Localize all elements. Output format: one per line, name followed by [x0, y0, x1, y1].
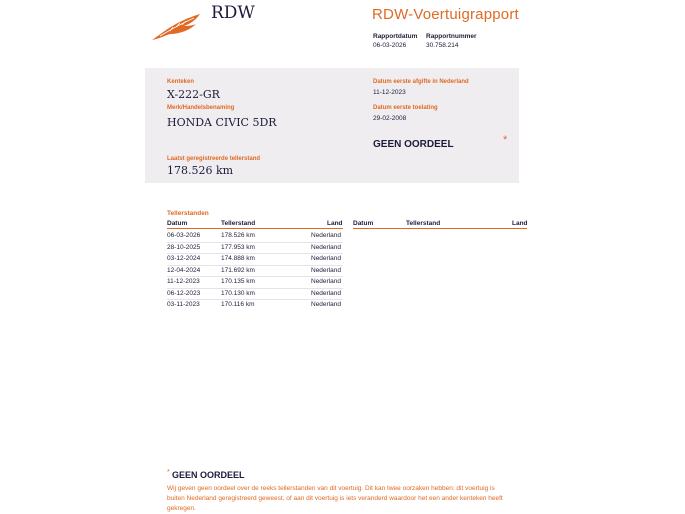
- row-country: Nederland: [311, 255, 341, 262]
- brand-name: RDW: [211, 3, 255, 23]
- row-reading: 174.888 km: [221, 255, 255, 262]
- verdict-star: *: [503, 134, 508, 146]
- col2-date-header: Datum: [353, 220, 374, 227]
- rdw-logo-icon: [150, 12, 204, 42]
- row-country: Nederland: [311, 243, 341, 251]
- verdict-text: GEEN OORDEEL: [373, 139, 454, 150]
- table-row: [167, 299, 343, 311]
- row-reading: 170.130 km: [221, 289, 255, 297]
- row-reading: 170.135 km: [221, 278, 255, 285]
- report-title: RDW-Voertuigrapport: [372, 6, 519, 23]
- row-country: Nederland: [311, 301, 341, 308]
- footnote-title: GEEN OORDEEL: [172, 470, 245, 480]
- col-date-header: Datum: [167, 220, 188, 227]
- row-country: Nederland: [311, 289, 341, 297]
- row-date: 11-12-2023: [167, 278, 200, 285]
- row-country: Nederland: [311, 232, 341, 239]
- report-date-label: Rapportdatum: [373, 33, 418, 40]
- col2-reading-header: Tellerstand: [406, 220, 441, 227]
- plate-label: Kenteken: [167, 79, 195, 85]
- footnote-text: Wij geven geen oordeel over de reeks tellerstanden van dit voertuig. Dit kan twee oorzaken hebben: dit voertuig is buiten Nederland geregistreerd geweest, of aan dit voertuig is iets veranderd waardoor het een ander kenteken heeft gekregen.: [167, 485, 503, 512]
- row-date: 12-04-2024: [167, 266, 201, 274]
- row-country: Nederland: [311, 266, 341, 274]
- make-label: Merk/Handelsbenaming: [167, 105, 235, 111]
- row-reading: 170.116 km: [221, 301, 255, 308]
- row-date: 03-12-2024: [167, 255, 201, 262]
- row-date: 28-10-2025: [167, 243, 201, 251]
- plate-value: X-222-GR: [167, 88, 220, 101]
- first-nl-label: Datum eerste afgifte in Nederland: [373, 79, 469, 85]
- report-number-label: Rapportnummer: [426, 33, 477, 40]
- col-country-header: Land: [327, 220, 343, 227]
- first-nl-value: 11-12-2023: [373, 89, 406, 96]
- odometer-value: 178.526 km: [167, 164, 234, 177]
- table-header-rule: [167, 228, 343, 229]
- row-reading: 178.526 km: [221, 232, 255, 239]
- report-date-value: 06-03-2026: [373, 42, 407, 49]
- row-date: 06-03-2026: [167, 232, 201, 239]
- odometer-label: Laatst geregistreerde tellerstand: [167, 156, 261, 162]
- first-admission-label: Datum eerste toelating: [373, 105, 438, 111]
- row-date: 03-11-2023: [167, 301, 200, 308]
- col-reading-header: Tellerstand: [221, 220, 256, 227]
- first-admission-value: 29-02-2008: [373, 115, 407, 122]
- footnote-star: *: [167, 469, 170, 476]
- row-country: Nederland: [311, 278, 341, 285]
- row-reading: 171.692 km: [221, 266, 255, 274]
- table2-header-rule: [353, 228, 527, 229]
- odometer-section-title: Tellerstanden: [167, 210, 209, 217]
- col2-country-header: Land: [512, 220, 528, 227]
- report-number-value: 30.758.214: [426, 42, 459, 49]
- row-reading: 177.953 km: [221, 243, 255, 251]
- row-date: 06-12-2023: [167, 289, 201, 297]
- make-value: HONDA CIVIC 5DR: [167, 116, 277, 129]
